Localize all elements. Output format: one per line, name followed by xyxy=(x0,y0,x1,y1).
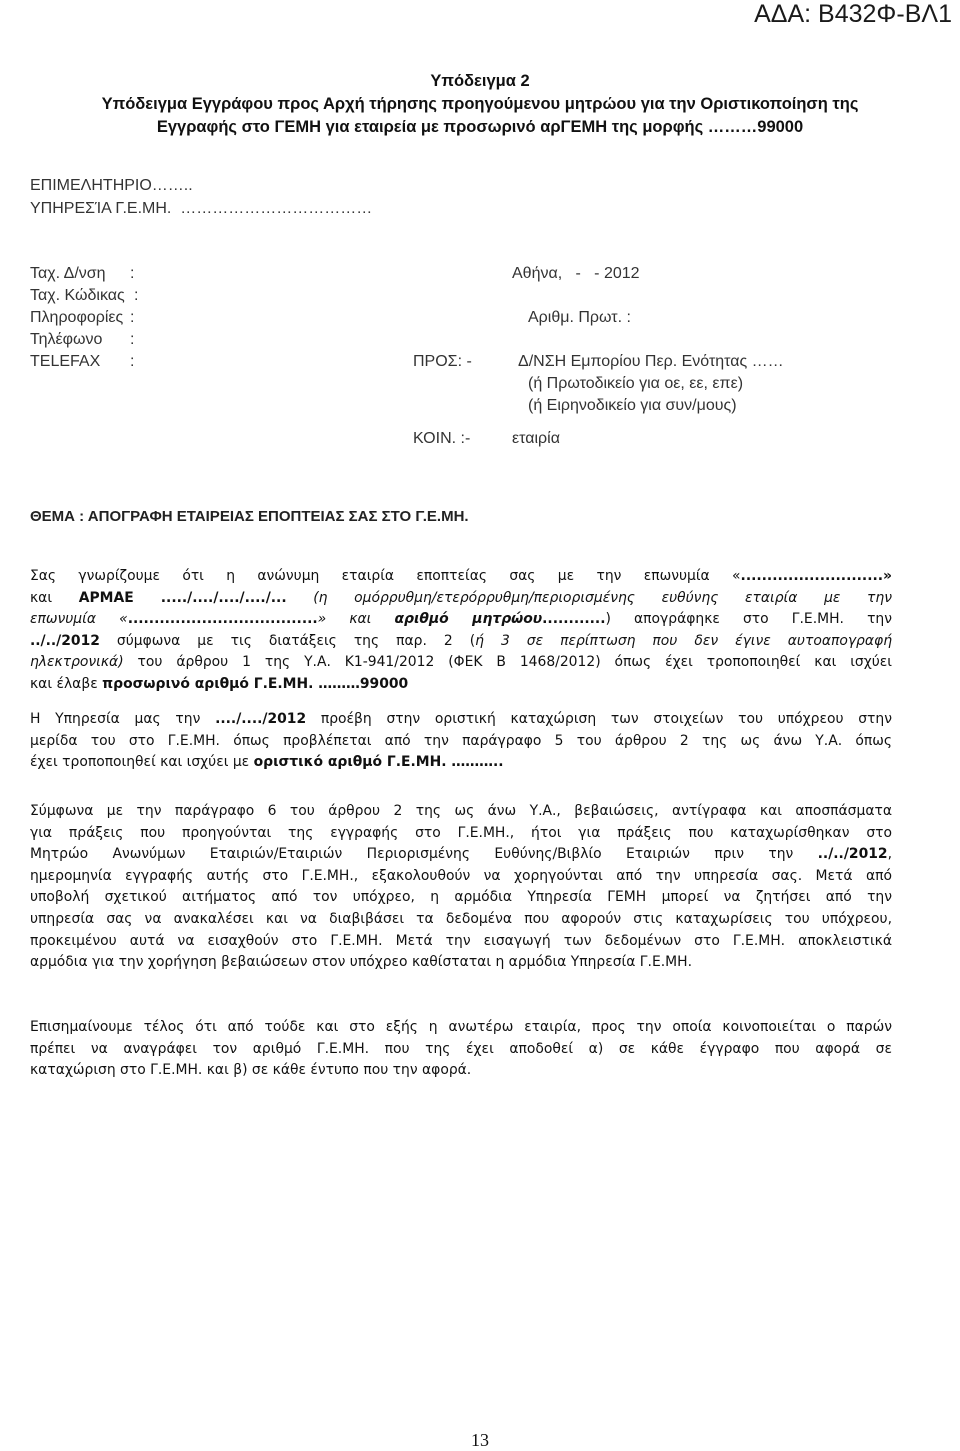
p3-line-8: αρμόδια για την χορήγηση βεβαιώσεων στον υπόχρεο καθίσταται η αρμόδια Υπηρεσία Γ.Ε.ΜΗ. xyxy=(30,954,692,971)
p1-line-6 xyxy=(30,674,892,696)
p1-registry: αριθμό μητρώου xyxy=(394,611,543,628)
p3-line-3 xyxy=(30,844,892,866)
p1-name-dots: .................................... xyxy=(127,611,318,628)
p4-line-1: Επισημαίνουμε τέλος ότι από τούδε και στο εξής η ανωτέρω εταιρία, προς την οποία κοινοποιείται ο παρών xyxy=(30,1019,892,1035)
p1-line-2 xyxy=(30,588,892,610)
field-info-label: Πληροφορίες xyxy=(30,309,124,326)
p3-line-7: προκειμένου αυτά να εισαχθούν στο Γ.Ε.ΜΗ. Μετά την εισαγωγή των δεδομένων στο Γ.Ε.ΜΗ. αποκλειστικά xyxy=(30,932,892,949)
p1-date: ../../2012 xyxy=(30,632,100,649)
p3-text: , xyxy=(887,846,892,863)
field-info-sep: : xyxy=(130,309,135,326)
to-label: ΠΡΟΣ: - xyxy=(413,353,472,370)
subject-line: ΘΕΜΑ : ΑΠΟΓΡΑΦΗ ΕΤΑΙΡΕΙΑΣ ΕΠΟΠΤΕΙΑΣ ΣΑΣ ΣΤΟ Γ.Ε.ΜΗ. xyxy=(30,508,469,525)
field-address-label: Ταχ. Δ/νση xyxy=(30,265,106,282)
p1-italic: » και xyxy=(317,611,395,628)
to-line-3: (ή Ειρηνοδικείο για συν/μους) xyxy=(528,397,737,414)
p1-armae: ΑΡΜΑΕ ...../..../..../..../... xyxy=(78,589,287,606)
p4-line-3: καταχώριση στο Γ.Ε.ΜΗ. και β) σε κάθε έντυπο που την αφορά. xyxy=(30,1062,472,1079)
p1-text: και xyxy=(30,589,79,606)
p1-line-3 xyxy=(30,609,892,631)
p1-line-5 xyxy=(30,652,892,674)
p2-text: έχει τροποποιηθεί και ισχύει με xyxy=(30,754,254,771)
cc-label: ΚΟΙΝ. :- xyxy=(413,430,471,447)
p1-text: και έλαβε xyxy=(30,675,103,692)
p3-line-6: υπηρεσία σας να ανακαλέσει και να διαβιβάσει τα δεδομένα που αφορούν στις καταχωρίσεις του υπόχρεου, xyxy=(30,910,892,927)
field-fax-label: TELEFAX xyxy=(30,353,101,370)
p1-italic: ή 3 σε περίπτωση που δεν έγινε αυτοαπογραφή xyxy=(475,632,892,649)
p2-date: ..../..../2012 xyxy=(215,711,307,727)
p1-temp-number: προσωρινό αριθμό Γ.Ε.ΜΗ. ………99000 xyxy=(102,675,409,692)
p3-line-2: για πράξεις που προηγούνται της εγγραφής στο Γ.Ε.ΜΗ., ήτοι για πράξεις που καταχωρίσθηκαν στο xyxy=(30,824,892,841)
p3-line-4: ημερομηνία εγγραφής αυτής στο Γ.Ε.ΜΗ., εξακολουθούν να χορηγούνται από την υπηρεσία σας. Μετά από xyxy=(30,867,892,884)
p3-date: ../../2012 xyxy=(817,846,888,863)
paragraph-4 xyxy=(30,1017,892,1082)
field-postcode-label: Ταχ. Κώδικας xyxy=(30,287,125,304)
office-service: ΥΠΗΡΕΣΊΑ Γ.Ε.ΜΗ. ……………………………… xyxy=(30,200,373,217)
p1-italic: επωνυμία « xyxy=(30,611,128,628)
field-fax-sep: : xyxy=(130,353,135,370)
p2-final-number: οριστικό αριθμό Γ.Ε.ΜΗ. ……….. xyxy=(253,754,504,771)
ada-code: ΑΔΑ: Β432Φ-ΒΛ1 xyxy=(754,0,952,28)
p1-line-1 xyxy=(30,566,892,588)
p4-line-2: πρέπει να αναγράφει τον αριθμό Γ.Ε.ΜΗ. που της έχει αποδοθεί α) σε κάθε έγγραφο που αφορά σε xyxy=(30,1040,892,1057)
p1-dots: ............ xyxy=(542,611,606,628)
p3-line-1: Σύμφωνα με την παράγραφο 6 του άρθρου 2 της ως άνω Υ.Α., βεβαιώσεις, αντίγραφα και αποσπάσματα xyxy=(30,803,892,819)
office-name: ΕΠΙΜΕΛΗΤΗΡΙΟ…….. xyxy=(30,177,193,194)
p2-text: προέβη στην οριστική καταχώριση των στοιχείων του υπόχρεου στην xyxy=(306,711,892,727)
field-phone-label: Τηλέφωνο xyxy=(30,331,103,348)
p1-text: ) απογράφηκε στο Γ.Ε.ΜΗ. την xyxy=(605,611,892,628)
p1-line-4 xyxy=(30,631,892,653)
p1-italic: (η ομόρρυθμη/ετερόρρυθμη/περιορισμένης ευθύνης εταιρία με την xyxy=(286,589,892,606)
paragraph-1 xyxy=(30,566,892,696)
paragraph-3 xyxy=(30,801,892,974)
p2-line-3 xyxy=(30,752,892,774)
p3-line-5: υποβολή σχετικού αιτήματος από τον υπόχρεο, η αρμόδια Υπηρεσία ΓΕΜΗ μπορεί να ζητήσει από την xyxy=(30,889,892,906)
cc-value: εταιρία xyxy=(512,430,560,447)
title-line-2: Υπόδειγμα Εγγράφου προς Αρχή τήρησης προηγούμενου μητρώου για την Οριστικοποίηση της xyxy=(101,95,859,113)
p3-text: Μητρώο Ανωνύμων Εταιριών/Εταιριών Περιορισμένης Ευθύνης/Βιβλίο Εταιριών πριν την xyxy=(30,846,818,863)
page-number: 13 xyxy=(471,1430,489,1450)
to-line-2: (ή Πρωτοδικείο για οε, εε, επε) xyxy=(528,375,744,392)
p2-text: Η Υπηρεσία μας την xyxy=(30,711,216,727)
field-phone-sep: : xyxy=(130,331,135,348)
protocol-number: Αριθμ. Πρωτ. : xyxy=(528,309,631,326)
field-postcode-sep: : xyxy=(134,287,139,304)
p1-text: σύμφωνα με τις διατάξεις της παρ. 2 ( xyxy=(99,632,476,649)
title-line-1: Υπόδειγμα 2 xyxy=(430,72,530,90)
p1-italic: ηλεκτρονικά) xyxy=(30,654,124,671)
title-line-3: Εγγραφής στο ΓΕΜΗ για εταιρεία με προσωρινό αρΓΕΜΗ της μορφής ………99000 xyxy=(156,118,804,136)
p1-text: του άρθρου 1 της Υ.Α. Κ1-941/2012 (ΦΕΚ Β 1468/2012) όπως έχει τροποποιηθεί και ισχύει xyxy=(123,654,892,671)
document-title xyxy=(0,70,960,139)
to-line-1: Δ/ΝΣΗ Εμπορίου Περ. Ενότητας …… xyxy=(518,353,784,370)
p2-line-2: μερίδα του στο Γ.Ε.ΜΗ. όπως προβλέπεται από την παράγραφο 5 του άρθρου 2 της ως άνω Υ.Α. όπως xyxy=(30,732,892,749)
paragraph-2 xyxy=(30,709,892,774)
place-date: Αθήνα, - - 2012 xyxy=(512,265,640,282)
p1-name-dots: ...........................» xyxy=(740,568,892,584)
field-address-sep: : xyxy=(130,265,135,282)
p2-line-1 xyxy=(30,709,892,731)
p1-text: Σας γνωρίζουμε ότι η ανώνυμη εταιρία εποπτείας σας με την επωνυμία « xyxy=(30,568,741,584)
